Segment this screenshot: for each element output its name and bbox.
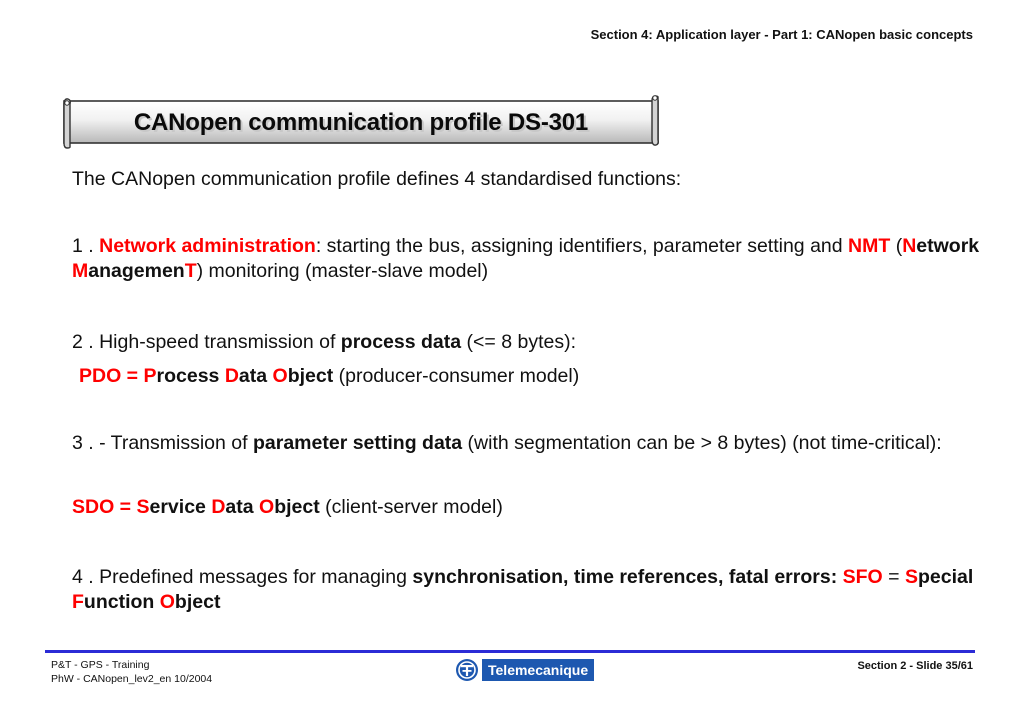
section-title: Section 4: Application layer - Part 1: CANopen basic concepts [590, 27, 973, 42]
footer-rule [45, 650, 975, 653]
item-3: 3 . - Transmission of parameter setting data (with segmentation can be > 8 bytes) (not time-critical): [72, 432, 942, 454]
footer-line-1: P&T - GPS - Training [51, 659, 150, 671]
slide-title: CANopen communication profile DS-301 [133, 109, 589, 136]
footer-line-2: PhW - CANopen_lev2_en 10/2004 [51, 673, 213, 685]
item-2-pdo: PDO = Process Data Object (producer-consumer model) [79, 365, 580, 387]
item-4: 4 . Predefined messages for managing synchronisation, time references, fatal errors: SFO = Special Function Object [72, 566, 974, 613]
logo-wordmark: Telemecanique [482, 659, 594, 681]
item-1: 1 . Network administration: starting the bus, assigning identifiers, parameter setting and NMT (Network ManagemenT) monitoring (master-slave model) [72, 235, 980, 282]
title-scroll-banner [58, 95, 664, 149]
footer-info [51, 658, 212, 686]
telemecanique-logo [455, 657, 594, 683]
telemecanique-emblem-icon [455, 658, 479, 682]
item-3-sdo: SDO = Service Data Object (client-server model) [72, 496, 503, 518]
slide-number: Section 2 - Slide 35/61 [857, 660, 973, 672]
item-2: 2 . High-speed transmission of process data (<= 8 bytes): [72, 331, 576, 353]
intro-text: The CANopen communication profile defines 4 standardised functions: [72, 168, 682, 190]
